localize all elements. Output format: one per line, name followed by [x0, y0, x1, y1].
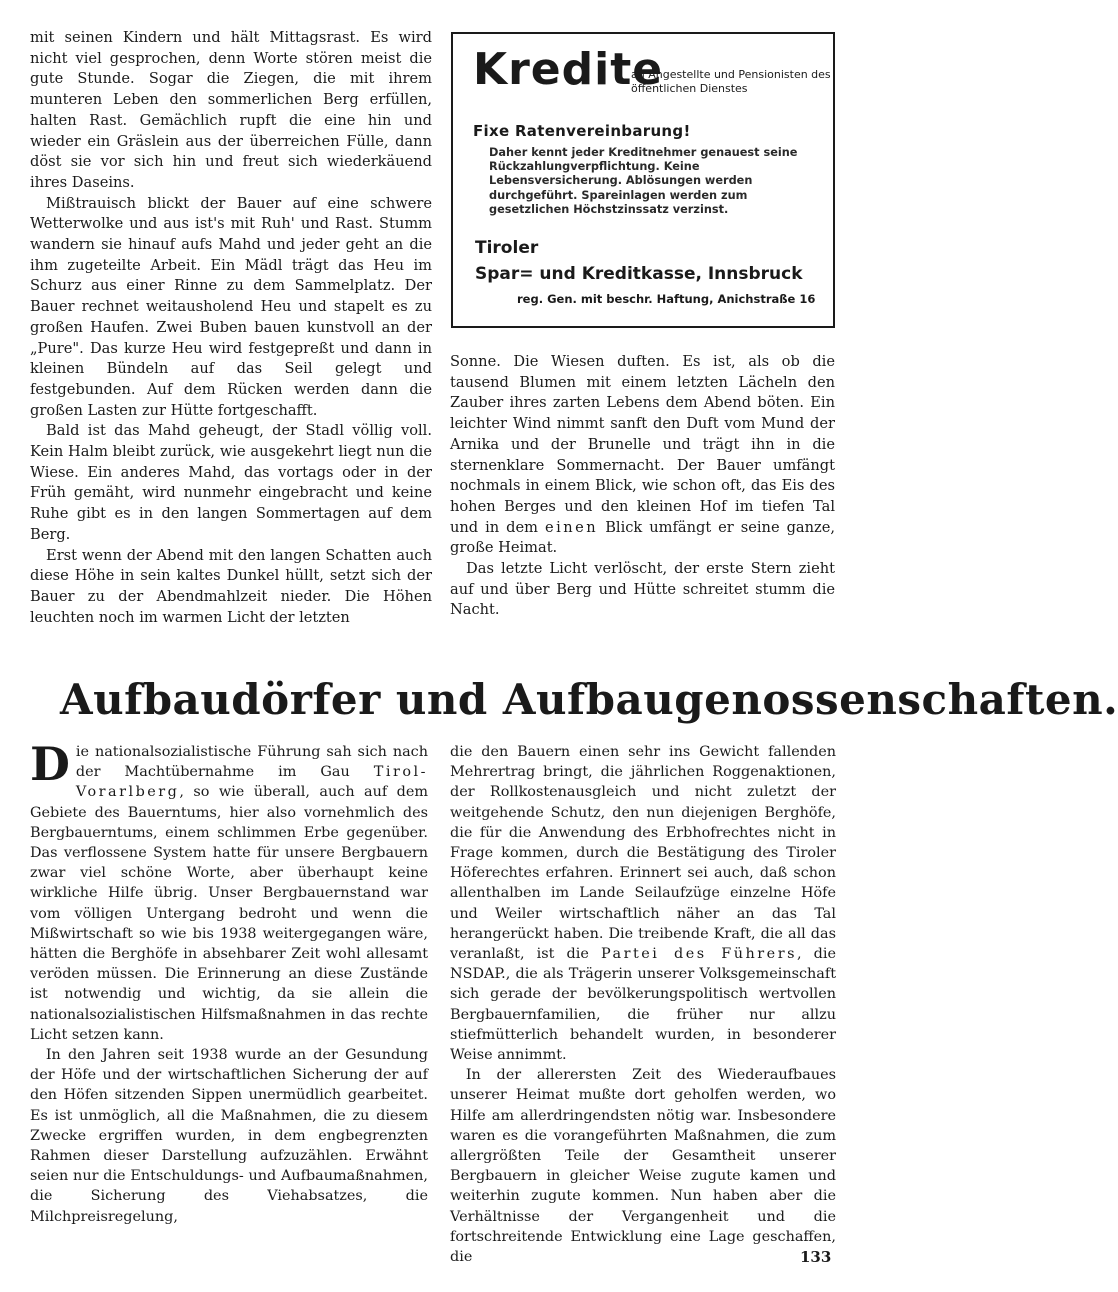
paragraph	[450, 742, 836, 1065]
top-left-column	[30, 28, 432, 628]
ad-title: Kredite	[473, 44, 664, 95]
paragraph	[450, 352, 835, 559]
emphasized-text: einen	[544, 518, 599, 536]
paragraph: Erst wenn der Abend mit den langen Schatten auch diese Höhe in sein kaltes Dunkel hüllt, setzt sich der Bauer zu der Abendmahlzeit nieder. Die Höhen leuchten noch im warmen Licht der letzten	[30, 546, 432, 626]
top-right-column	[450, 352, 835, 621]
text-run: ie nationalsozialistische Führung sah sich nach der Machtübernahme im Gau	[75, 744, 428, 781]
paragraph: Mißtrauisch blickt der Bauer auf eine schwere Wetterwolke und aus ist's mit Ruh' und Rast. Stumm wandern sie hinauf aufs Mahd und jeder geht an die ihm zugeteilte Arbeit. Ein Mädl trägt das Heu im Schurz aus einer Rinne zu dem Sammelplatz. Der Bauer rechnet weitausholend Heu und stapelt es zu großen Haufen. Zwei Buben bauen kunstvoll an der „Pure". Das kurze Heu wird festgepreßt und dann in kleinen Bündeln auf das Seil gelegt und festgebunden. Auf dem Rücken werden dann die großen Lasten zur Hütte fortgeschafft.	[30, 194, 432, 419]
emphasized-text: Partei des Führers	[601, 946, 797, 963]
drop-cap: D	[30, 737, 70, 791]
article-title: Aufbaudörfer und Aufbaugenossenschaften.	[60, 675, 1118, 724]
text-run: Blick umfängt er seine ganze, große Heimat.	[450, 518, 835, 557]
paragraph: In den Jahren seit 1938 wurde an der Gesundung der Höfe und der wirtschaftlichen Sicherung der auf den Höfen sitzenden Sippen unermüdlich gearbeitet. Es ist unmöglich, all die Maßnahmen, die zu diesem Zwecke ergriffen wurden, in dem engbegrenzten Rahmen dieser Darstellung aufzuzählen. Erwähnt seien nur die Entschuldungs- und Aufbaumaßnahmen, die Sicherung des Viehabsatzes, die Milchpreisregelung,	[30, 1047, 428, 1225]
paragraph: mit seinen Kindern und hält Mittagsrast. Es wird nicht viel gesprochen, denn Worte stören meist die gute Stunde. Sogar die Ziegen, die mit ihrem munteren Leben den sommerlichen Berg erfüllen, halten Rast. Gemächlich rupft die eine hin und wieder ein Gräslein aus der überreichen Fülle, dann döst sie vor sich hin und freut sich wiederkäuend ihres Daseins.	[30, 29, 432, 191]
ad-body: Daher kennt jeder Kreditnehmer genauest seine Rückzahlungverpflichtung. Keine Lebensversicherung. Ablösungen werden durchgeführt. Spareinlagen werden zum gesetzlichen Höchstzinssatz verzinst.	[489, 146, 798, 216]
paragraph	[30, 737, 428, 1045]
ad-institution-line1: Tiroler	[475, 238, 539, 258]
text-run: , so wie überall, auch auf dem Gebiete des Bauerntums, hier also vornehmlich des Bergbauerntums, einem schlimmen Erbe gegenüber. Das verflossene System hatte für unsere Bergbauern zwar viel schöne Worte, aber überhaupt keine wirkliche Hilfe übrig. Unser Bergbauernstand war vom völligen Untergang bedroht und wenn die Mißwirtschaft so wie bis 1938 weitergegangen wäre, hätten die Berghöfe in absehbarer Zeit wohl allesamt veröden müssen. Die Erinnerung an diese Zustände ist notwendig und wichtig, da sie allein die nationalsozialistischen Hilfsmaßnahmen in das rechte Licht setzen kann.	[30, 784, 428, 1043]
ad-subtitle: an Angestellte und Pensionisten des öffentlichen Dienstes	[631, 68, 831, 95]
text-run: Sonne. Die Wiesen duften. Es ist, als ob die tausend Blumen mit einem letzten Lächeln den Zauber ihres zarten Lebens dem Abend böten. Ein leichter Wind nimmt sanft den Duft vom Mund der Arnika und der Brunelle und trägt ihn in die sternenklare Sommernacht. Der Bauer umfängt nochmals in einem Blick, wie schon oft, das Eis des hohen Berges und den kleinen Hof im tiefen Tal und in dem	[450, 353, 835, 536]
text-run: die den Bauern einen sehr ins Gewicht fallenden Mehrertrag bringt, die jährlichen Roggenaktionen, der Rollkostenausgleich und nicht zuletzt der weitgehende Schutz, den nun diejenigen Berghöfe, die für die Anwendung des Erbhofrechtes nicht in Frage kommen, durch die Bestätigung des Tiroler Höferechtes erfahren. Erinnert sei auch, daß schon allenthalben im Lande Seilaufzüge einzelne Höfe und Weiler wirtschaftlich näher an das Tal herangerückt haben. Die treibende Kraft, die all das veranlaßt, ist die	[450, 744, 836, 963]
ad-headline: Fixe Ratenvereinbarung!	[473, 122, 691, 140]
article-right-column	[450, 742, 836, 1267]
credit-advertisement	[451, 32, 835, 328]
text-run: , die NSDAP., die als Trägerin unserer Volksgemeinschaft sich gerade der bevölkerungspolitisch wertvollen Bergbauernfamilien, die früher nur allzu stiefmütterlich behandelt wurden, in besonderer Weise annimmt.	[450, 946, 837, 1064]
ad-address: reg. Gen. mit beschr. Haftung, Anichstraße 16	[517, 292, 816, 306]
paragraph: Das letzte Licht verlöscht, der erste Stern zieht auf und über Berg und Hütte schreitet stumm die Nacht.	[450, 560, 835, 619]
paragraph: In der allerersten Zeit des Wiederaufbaues unserer Heimat mußte dort geholfen werden, wo Hilfe am allerdringendsten nötig war. Insbesondere waren es die vorangeführten Maßnahmen, die zum allergrößten Teile der Gesamtheit unserer Bergbauern in gleicher Weise zugute kamen und weiterhin zugute kommen. Nun haben aber die Verhältnisse der Vergangenheit und die fortschreitende Entwicklung eine Lage geschaffen, die	[450, 1067, 836, 1266]
emphasized-text: Tirol-Vorarlberg	[75, 764, 428, 801]
article-left-column	[30, 737, 428, 1227]
paragraph: Bald ist das Mahd geheugt, der Stadl völlig voll. Kein Halm bleibt zurück, wie ausgekehrt liegt nun die Wiese. Ein anderes Mahd, das vortags oder in der Früh gemäht, wird nunmehr eingebracht und keine Ruhe gibt es in den langen Sommertagen auf dem Berg.	[30, 422, 432, 543]
ad-institution-line2: Spar= und Kreditkasse, Innsbruck	[475, 264, 803, 284]
page-number: 133	[800, 1248, 832, 1266]
